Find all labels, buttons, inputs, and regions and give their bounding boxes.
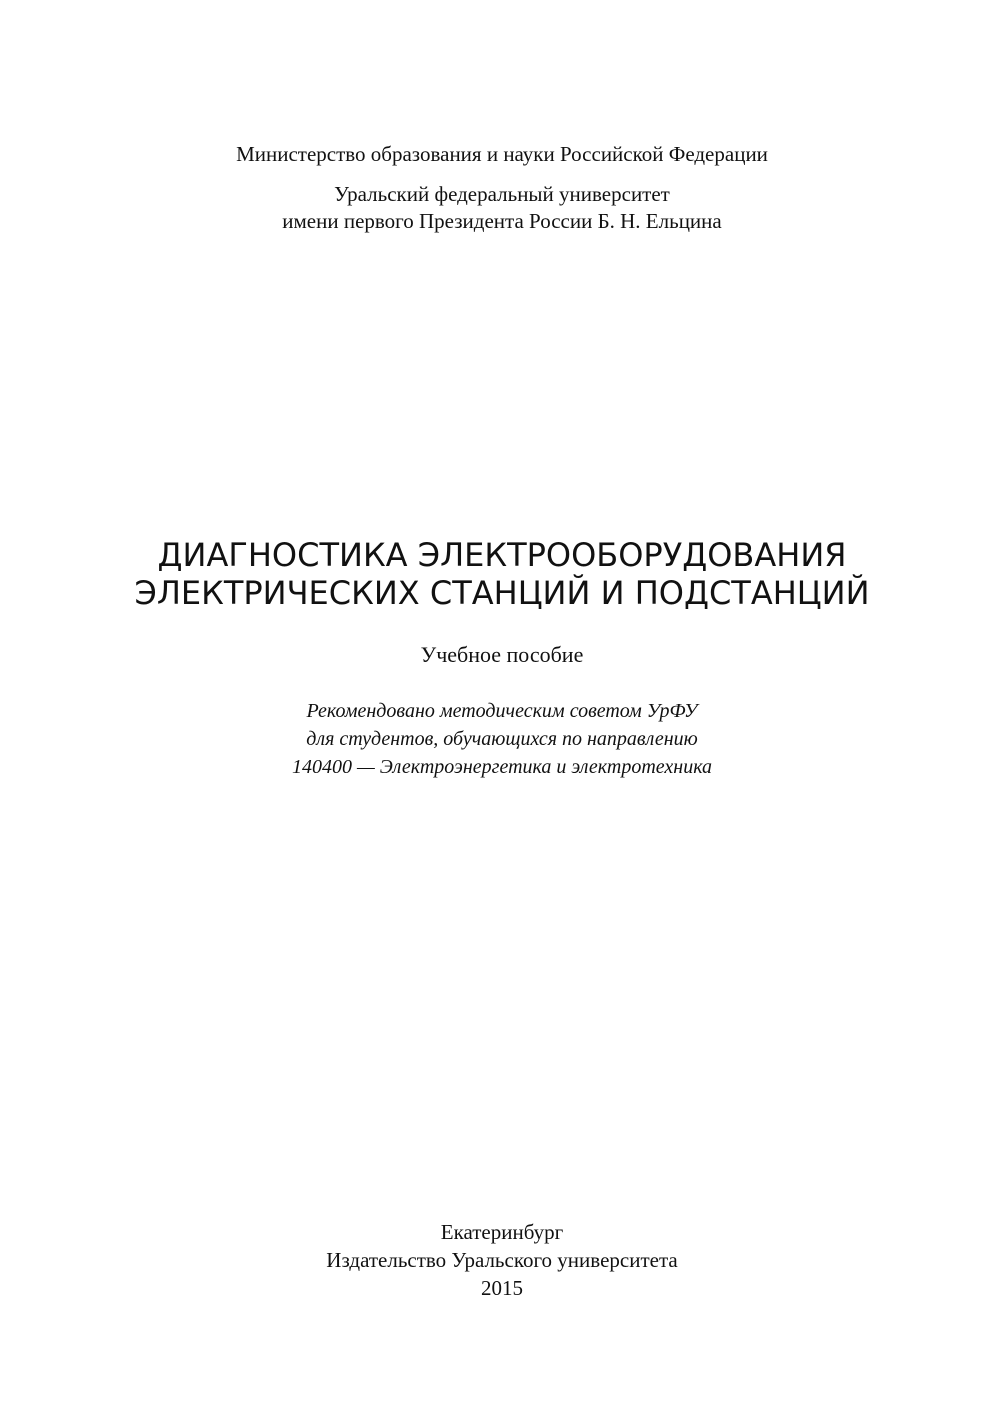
book-subtitle: Учебное пособие: [420, 642, 584, 667]
recommendation-line3: 140400 — Электроэнергетика и электротехника: [291, 756, 713, 778]
university-name-line2: имени первого Президента России Б. Н. Ельцина: [282, 209, 722, 233]
ministry-name: Министерство образования и науки Российской Федерации: [236, 142, 768, 166]
university-name-line1: Уральский федеральный университет: [334, 182, 670, 206]
publisher-name: Издательство Уральского университета: [326, 1248, 678, 1272]
publication-year: 2015: [481, 1276, 523, 1300]
book-title-line1: ДИАГНОСТИКА ЭЛЕКТРООБОРУДОВАНИЯ: [157, 536, 847, 574]
recommendation-line1: Рекомендовано методическим советом УрФУ: [306, 700, 698, 722]
recommendation-line2: для студентов, обучающихся по направлению: [306, 728, 698, 750]
publication-city: Екатеринбург: [440, 1220, 564, 1244]
book-title-line2: ЭЛЕКТРИЧЕСКИХ СТАНЦИЙ И ПОДСТАНЦИЙ: [134, 574, 870, 612]
